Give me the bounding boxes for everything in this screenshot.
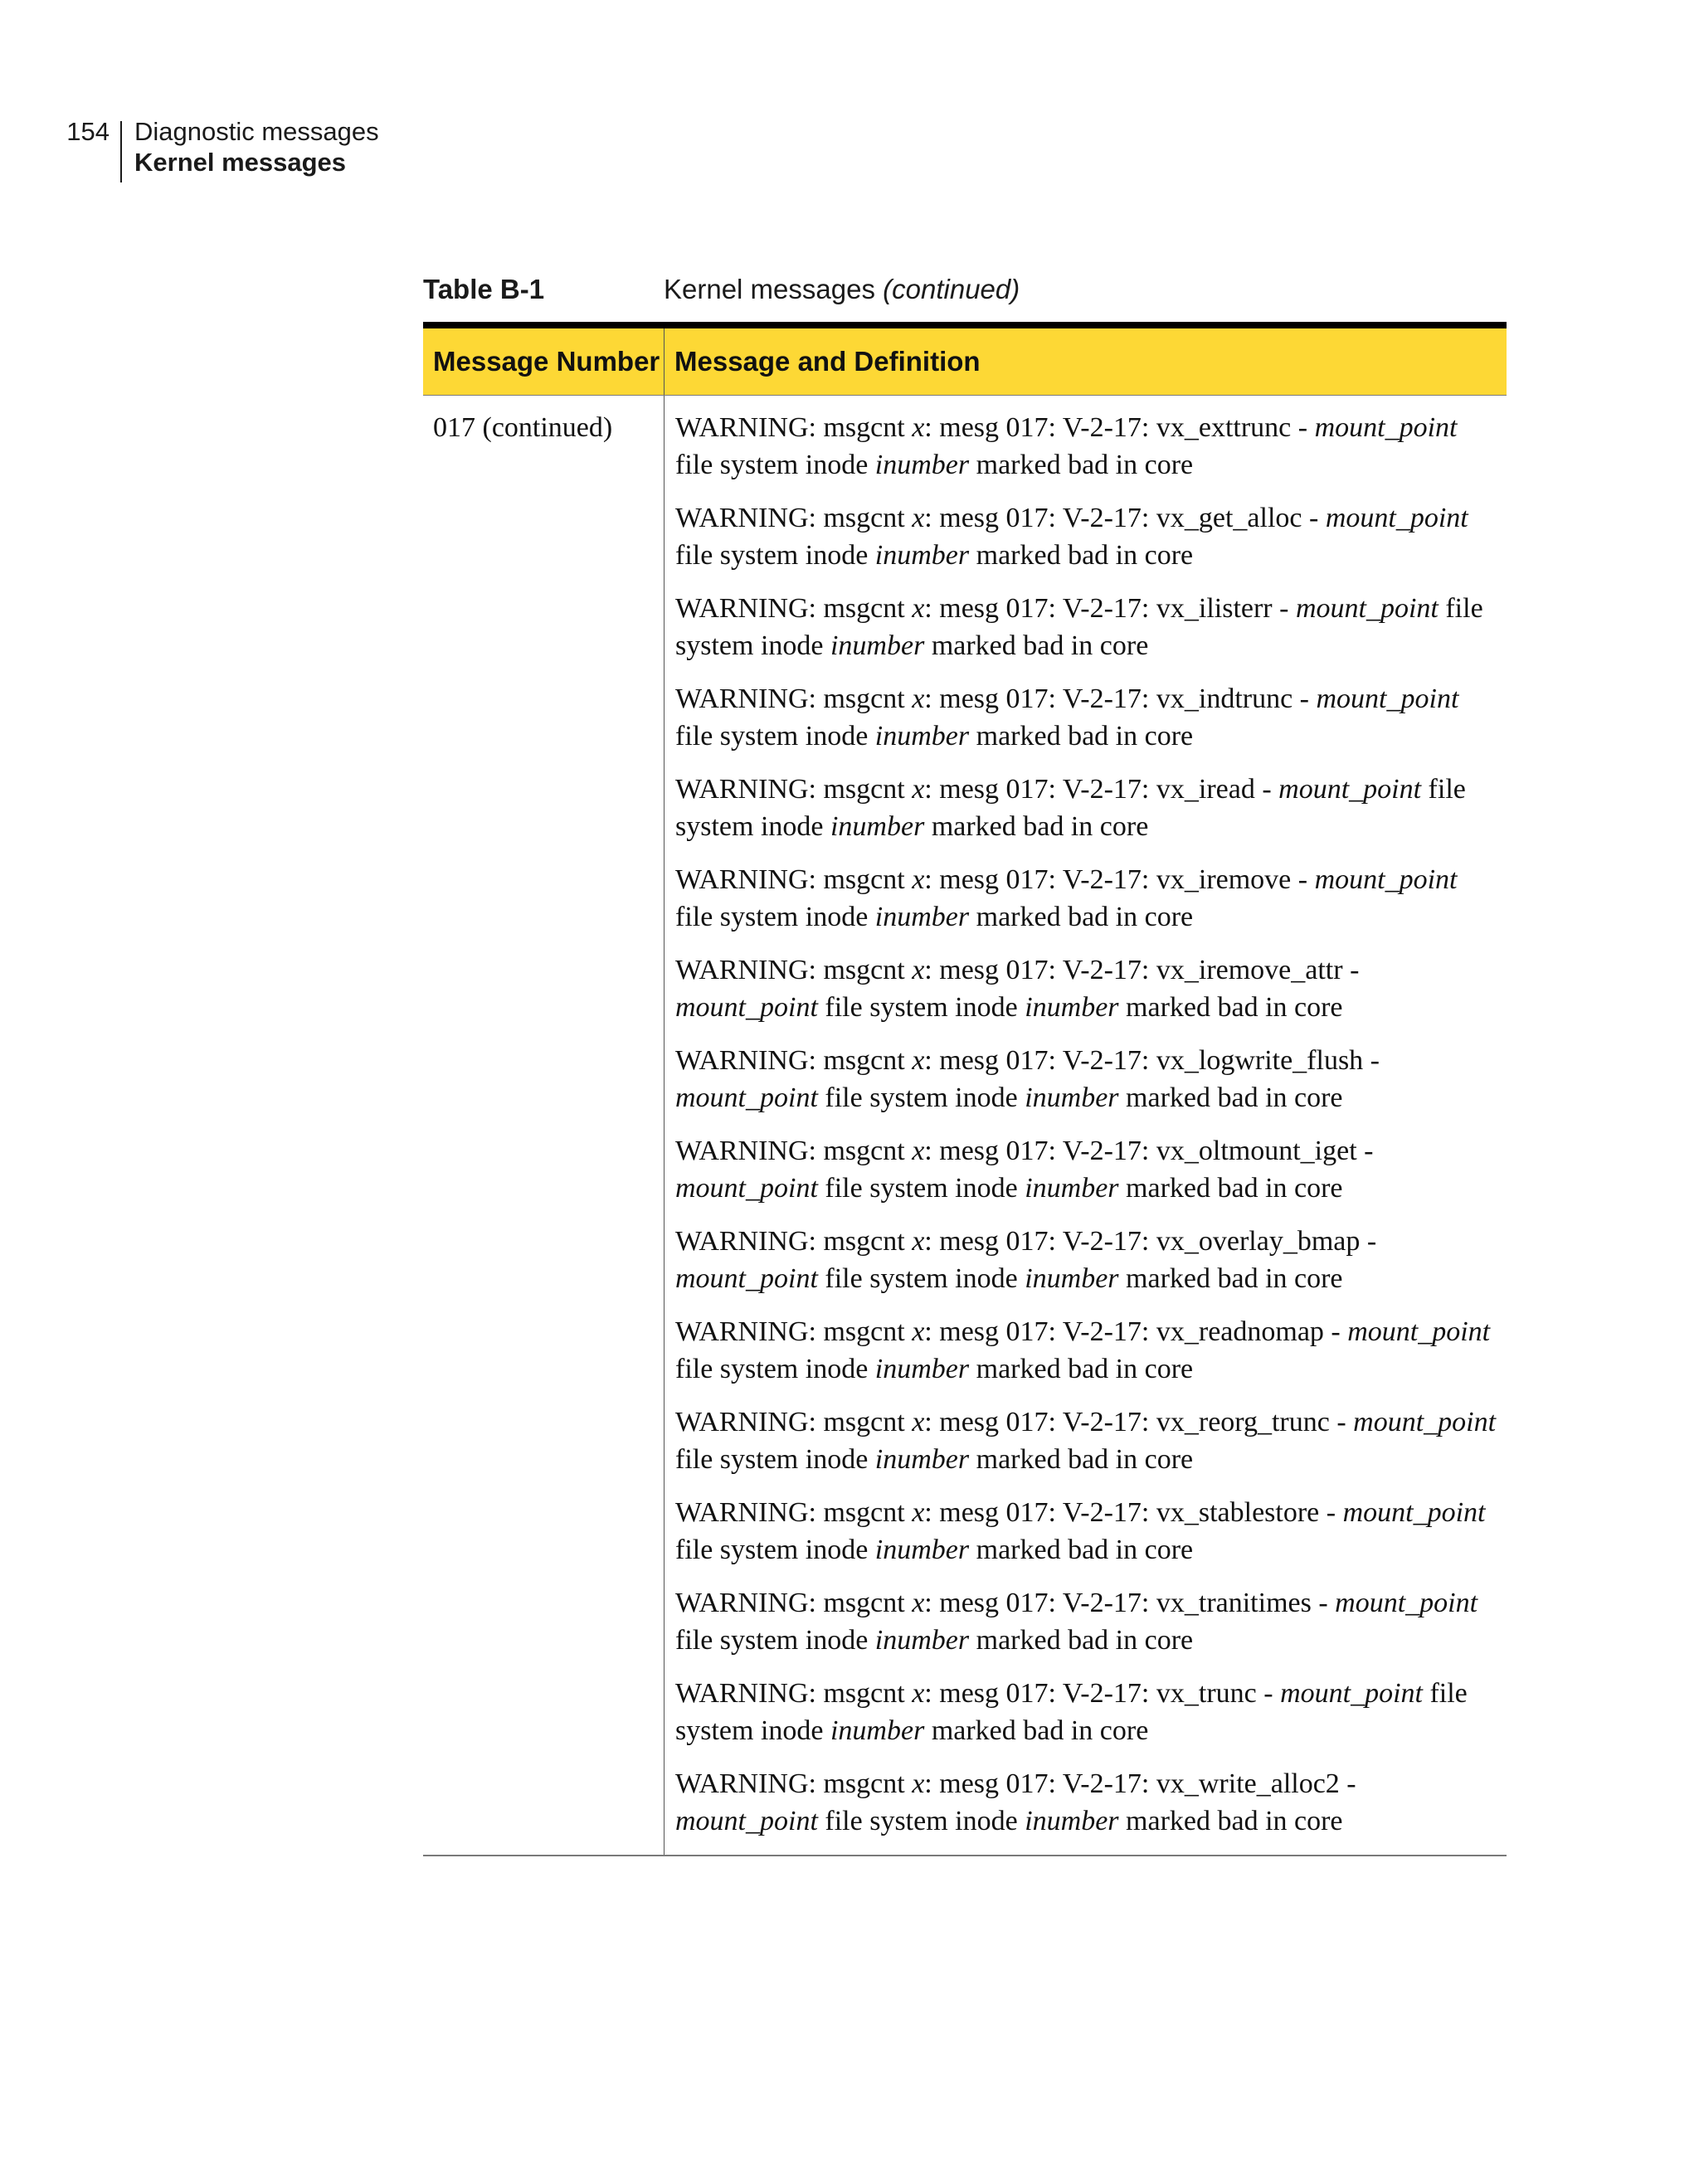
header-divider	[120, 121, 122, 182]
message-prefix: WARNING: msgcnt	[675, 1497, 913, 1528]
message-text: file system inode	[675, 902, 875, 932]
message-number-cell: 017 (continued)	[423, 396, 665, 1856]
mount-point-variable: mount_point	[675, 992, 818, 1023]
message-code: : mesg 017: V-2-17: vx_overlay_bmap -	[924, 1226, 1377, 1257]
column-header-message-definition: Message and Definition	[665, 325, 1507, 396]
message-text: file system inode	[675, 721, 875, 752]
mount-point-variable: mount_point	[1353, 1407, 1497, 1437]
message-text: file system inode	[675, 1678, 1468, 1746]
inumber-variable: inumber	[874, 721, 970, 752]
mount-point-variable: mount_point	[1295, 593, 1439, 624]
message-suffix: marked bad in core	[924, 630, 1149, 661]
kernel-messages-table-wrapper	[423, 322, 1507, 1856]
message-code: : mesg 017: V-2-17: vx_logwrite_flush -	[924, 1045, 1380, 1076]
table-body	[423, 396, 1507, 1856]
chapter-title: Diagnostic messages	[134, 117, 379, 146]
message-prefix: WARNING: msgcnt	[675, 412, 913, 443]
mount-point-variable: mount_point	[675, 1806, 818, 1836]
message-definition-cell	[665, 396, 1507, 1856]
message-code: : mesg 017: V-2-17: vx_reorg_trunc -	[924, 1407, 1354, 1437]
message-count-variable: x	[912, 1045, 925, 1076]
message-suffix: marked bad in core	[969, 1354, 1194, 1384]
message-text: file system inode	[817, 992, 1025, 1023]
message-suffix: marked bad in core	[969, 540, 1194, 571]
inumber-variable: inumber	[874, 1354, 970, 1384]
message-count-variable: x	[912, 1226, 925, 1257]
message-entry	[675, 951, 1502, 1026]
message-count-variable: x	[912, 1316, 925, 1347]
mount-point-variable: mount_point	[1342, 1497, 1486, 1528]
message-text: file system inode	[675, 540, 875, 571]
message-suffix: marked bad in core	[969, 721, 1194, 752]
inumber-variable: inumber	[874, 902, 970, 932]
message-suffix: marked bad in core	[1118, 1263, 1343, 1294]
page-number: 154	[66, 117, 110, 146]
message-code: : mesg 017: V-2-17: vx_readnomap -	[924, 1316, 1348, 1347]
message-code: : mesg 017: V-2-17: vx_iread -	[924, 774, 1279, 805]
message-prefix: WARNING: msgcnt	[675, 1768, 913, 1799]
message-text: file system inode	[675, 450, 875, 480]
message-prefix: WARNING: msgcnt	[675, 1316, 913, 1347]
mount-point-variable: mount_point	[675, 1173, 818, 1204]
message-text: file system inode	[675, 1535, 875, 1565]
table-caption-label: Table B-1	[423, 274, 545, 304]
message-code: : mesg 017: V-2-17: vx_tranitimes -	[924, 1588, 1336, 1618]
message-code: : mesg 017: V-2-17: vx_oltmount_iget -	[924, 1136, 1374, 1166]
message-text: file system inode	[817, 1263, 1025, 1294]
message-count-variable: x	[912, 503, 925, 533]
message-suffix: marked bad in core	[1118, 1173, 1343, 1204]
message-suffix: marked bad in core	[969, 450, 1194, 480]
mount-point-variable: mount_point	[1316, 683, 1459, 714]
mount-point-variable: mount_point	[1314, 864, 1458, 895]
inumber-variable: inumber	[874, 1444, 970, 1475]
message-prefix: WARNING: msgcnt	[675, 774, 913, 805]
inumber-variable: inumber	[874, 540, 970, 571]
message-text: file system inode	[675, 774, 1466, 842]
message-prefix: WARNING: msgcnt	[675, 1136, 913, 1166]
message-entry	[675, 1313, 1502, 1388]
message-suffix: marked bad in core	[969, 1625, 1194, 1656]
message-count-variable: x	[912, 955, 925, 985]
message-prefix: WARNING: msgcnt	[675, 503, 913, 533]
message-entry	[675, 1403, 1502, 1478]
section-title: Kernel messages	[134, 148, 347, 177]
message-prefix: WARNING: msgcnt	[675, 864, 913, 895]
message-suffix: marked bad in core	[924, 811, 1149, 842]
mount-point-variable: mount_point	[1335, 1588, 1478, 1618]
message-suffix: marked bad in core	[969, 1444, 1194, 1475]
message-entry	[675, 680, 1502, 755]
mount-point-variable: mount_point	[1280, 1678, 1423, 1709]
message-code: : mesg 017: V-2-17: vx_indtrunc -	[924, 683, 1317, 714]
message-count-variable: x	[912, 412, 925, 443]
message-code: : mesg 017: V-2-17: vx_iremove_attr -	[924, 955, 1360, 985]
message-suffix: marked bad in core	[924, 1715, 1149, 1746]
mount-point-variable: mount_point	[1347, 1316, 1491, 1347]
message-prefix: WARNING: msgcnt	[675, 593, 913, 624]
message-suffix: marked bad in core	[969, 1535, 1194, 1565]
message-text: file system inode	[817, 1173, 1025, 1204]
message-prefix: WARNING: msgcnt	[675, 955, 913, 985]
mount-point-variable: mount_point	[1325, 503, 1468, 533]
message-entry	[675, 861, 1502, 936]
message-suffix: marked bad in core	[1118, 1082, 1343, 1113]
message-entry	[675, 409, 1502, 484]
column-header-message-number: Message Number	[423, 325, 665, 396]
message-entry	[675, 590, 1502, 664]
message-code: : mesg 017: V-2-17: vx_iremove -	[924, 864, 1315, 895]
message-text: file system inode	[675, 1354, 875, 1384]
message-text: file system inode	[675, 1444, 875, 1475]
inumber-variable: inumber	[830, 630, 925, 661]
message-prefix: WARNING: msgcnt	[675, 683, 913, 714]
message-count-variable: x	[912, 1588, 925, 1618]
message-text: file system inode	[675, 593, 1483, 661]
inumber-variable: inumber	[1025, 1173, 1119, 1204]
message-suffix: marked bad in core	[1118, 1806, 1343, 1836]
message-count-variable: x	[912, 864, 925, 895]
message-code: : mesg 017: V-2-17: vx_write_alloc2 -	[924, 1768, 1356, 1799]
inumber-variable: inumber	[874, 450, 970, 480]
mount-point-variable: mount_point	[1314, 412, 1458, 443]
message-code: : mesg 017: V-2-17: vx_ilisterr -	[924, 593, 1296, 624]
message-count-variable: x	[912, 774, 925, 805]
message-entry	[675, 1765, 1502, 1840]
message-count-variable: x	[912, 1407, 925, 1437]
message-suffix: marked bad in core	[969, 902, 1194, 932]
inumber-variable: inumber	[1025, 992, 1119, 1023]
message-entry	[675, 1223, 1502, 1297]
inumber-variable: inumber	[1025, 1263, 1119, 1294]
inumber-variable: inumber	[874, 1625, 970, 1656]
message-entry	[675, 1132, 1502, 1207]
message-entry	[675, 1675, 1502, 1749]
inumber-variable: inumber	[830, 811, 925, 842]
message-entry	[675, 499, 1502, 574]
table-caption-qualifier: (continued)	[883, 274, 1020, 304]
message-prefix: WARNING: msgcnt	[675, 1226, 913, 1257]
inumber-variable: inumber	[1025, 1806, 1119, 1836]
message-code: : mesg 017: V-2-17: vx_stablestore -	[924, 1497, 1343, 1528]
table-row	[423, 396, 1507, 1856]
message-entry	[675, 1042, 1502, 1116]
message-code: : mesg 017: V-2-17: vx_get_alloc -	[924, 503, 1326, 533]
table-header-row	[423, 325, 1507, 396]
mount-point-variable: mount_point	[675, 1263, 818, 1294]
message-text: file system inode	[675, 1625, 875, 1656]
message-count-variable: x	[912, 1136, 925, 1166]
message-text: file system inode	[817, 1806, 1025, 1836]
mount-point-variable: mount_point	[675, 1082, 818, 1113]
message-entry	[675, 771, 1502, 845]
message-prefix: WARNING: msgcnt	[675, 1678, 913, 1709]
inumber-variable: inumber	[1025, 1082, 1119, 1113]
message-prefix: WARNING: msgcnt	[675, 1588, 913, 1618]
mount-point-variable: mount_point	[1278, 774, 1422, 805]
inumber-variable: inumber	[874, 1535, 970, 1565]
message-count-variable: x	[912, 593, 925, 624]
table-caption-title	[664, 272, 1020, 307]
message-prefix: WARNING: msgcnt	[675, 1045, 913, 1076]
message-prefix: WARNING: msgcnt	[675, 1407, 913, 1437]
message-entry	[675, 1494, 1502, 1569]
message-count-variable: x	[912, 1497, 925, 1528]
message-code: : mesg 017: V-2-17: vx_trunc -	[924, 1678, 1281, 1709]
message-suffix: marked bad in core	[1118, 992, 1343, 1023]
message-entry	[675, 1584, 1502, 1659]
kernel-messages-table	[423, 322, 1507, 1856]
message-count-variable: x	[912, 1678, 925, 1709]
table-caption-text: Kernel messages	[664, 274, 875, 304]
message-count-variable: x	[912, 683, 925, 714]
message-code: : mesg 017: V-2-17: vx_exttrunc -	[924, 412, 1315, 443]
inumber-variable: inumber	[830, 1715, 925, 1746]
table-caption	[423, 272, 1510, 307]
message-text: file system inode	[817, 1082, 1025, 1113]
message-count-variable: x	[912, 1768, 925, 1799]
